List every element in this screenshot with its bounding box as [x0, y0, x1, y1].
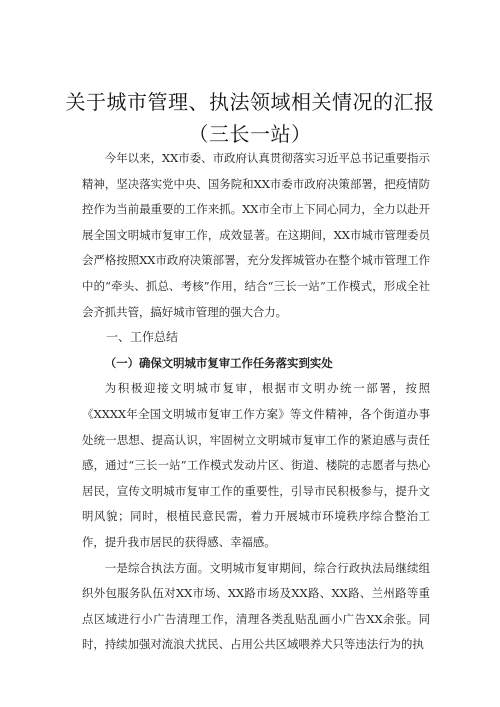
document-title: 关于城市管理、执法领域相关情况的汇报（三长一站） — [65, 90, 435, 146]
document-body — [82, 146, 430, 658]
subsection-heading-civilized-city: （一）确保文明城市复审工作任务落实到实处 — [104, 355, 333, 370]
civilized-city-paragraph: 为积极迎接文明城市复审，根据市文明办统一部署，按照《XXXX年全国文明城市复审工作方案》等文件精神，各个街道办事处统一思想、提高认识，牢固树立文明城市复审工作的紧迫感与责任感，通过“三长一站”工作模式发动片区、街道、楼院的志愿者与热心居民，宣传文明城市复审工作的重要性，引导市民积极参与，提升文明风貌；同时，根植民意民需，着力开展城市环境秩序综合整治工作，提升我市居民的获得感、幸福感。 — [82, 381, 430, 549]
intro-paragraph: 今年以来，XX市委、市政府认真贯彻落实习近平总书记重要指示精神，坚决落实党中央、国务院和XX市委市政府决策部署，把疫情防控作为当前最重要的工作来抓。XX市全市上下同心同力，全力以赴开展全国文明城市复审工作，成效显著。在这期间，XX市城市管理委员会严格按照XX市政府决策部署，充分发挥城管办在整个城市管理工作中的“牵头、抓总、考核”作用，结合“三长一站”工作模式，形成全社会齐抓共管，搞好城市管理的强大合力。 — [82, 151, 430, 319]
law-enforcement-paragraph: 一是综合执法方面。文明城市复审期间，综合行政执法局继续组织外包服务队伍对XX市场、XX路市场及XX路、XX路、兰州路等重点区域进行小广告清理工作，清理各类乱贴乱画小广告XX余张。同时，持续加强对流浪犬扰民、占用公共区域喂养犬只等违法行为的执 — [82, 560, 430, 652]
section-heading-work-summary: 一、工作总结 — [106, 330, 179, 345]
